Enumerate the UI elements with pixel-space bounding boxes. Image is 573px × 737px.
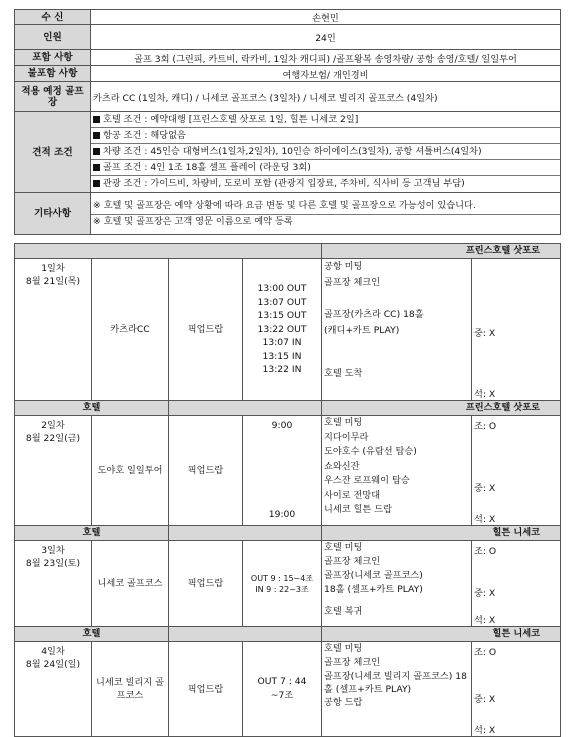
day3-tee-times: OUT 9 : 15~4조 IN 9 : 22~3조 (243, 541, 322, 627)
conditions-label: 견적 조건 (15, 112, 91, 193)
day4-place: 니세코 빌리지 골프코스 (92, 642, 169, 737)
square-bullet-icon (93, 116, 100, 123)
day2-label: 2일차 8월 22일(금) (15, 416, 92, 526)
square-bullet-icon (93, 132, 100, 139)
day1-activities: 공항 미팅 골프장 체크인 골프장(카츠라 CC) 18홀 (캐디+카트 PLAY) 호텔 도착 (322, 259, 472, 401)
day3-label: 3일차 8월 23일(토) (15, 541, 92, 627)
excluded-label: 불포함 사항 (15, 66, 91, 82)
day1-meals: 중: X 석: X (472, 259, 561, 401)
day2-activities: 호텔 미팅 지다이무라 도야호수 (유람선 탑승) 쇼와신잔 우스잔 로프웨이 탑승 사이로 전망대 니세코 힐튼 드랍 (322, 416, 472, 526)
square-bullet-icon (93, 148, 100, 155)
hotel-label-day3: 호텔 (15, 526, 169, 541)
day1-tee-times: 13:00 OUT 13:07 OUT 13:15 OUT 13:22 OUT 13:07 IN 13:15 IN 13:22 IN (243, 259, 322, 401)
hotel-header-day3: 힐튼 니세코 (322, 526, 561, 541)
included-label: 포함 사항 (15, 50, 91, 66)
day2-transport: 픽업드랍 (169, 416, 243, 526)
day4-transport: 픽업드랍 (169, 642, 243, 737)
day1-transport: 픽업드랍 (169, 259, 243, 401)
conditions-list (91, 112, 561, 193)
courses-value: 카츠라 CC (1일차, 캐디) / 니세코 골프코스 (3일차) / 니세코 빌리지 골프코스 (4일차) (91, 82, 561, 112)
recipient-label: 수 신 (15, 10, 91, 25)
other-label: 기타사항 (15, 193, 91, 235)
people-value: 24인 (91, 25, 561, 50)
courses-label: 적용 예정 골프장 (15, 82, 91, 112)
day4-meals: 조: O 중: X 석: X (472, 642, 561, 737)
quote-summary-table (14, 9, 561, 235)
condition-vehicle: 차량 조건 : 45인승 대형버스(1일차,2일차), 10인승 하이에이스(3일차), 공항 셔틀버스(4일차) (91, 144, 560, 160)
people-label: 인원 (15, 25, 91, 50)
day4-label: 4일차 8월 24일(일) (15, 642, 92, 737)
recipient-value: 손현민 (91, 10, 561, 25)
hotel-header-day4: 힐튼 니세코 (322, 627, 561, 642)
hotel-header-day1: 프린스호텔 삿포로 (322, 244, 561, 259)
day2-meals: 조: O 중: X 석: X (472, 416, 561, 526)
day3-place: 니세코 골프코스 (92, 541, 169, 627)
condition-hotel: 호텔 조건 : 예약대행 [프린스호텔 삿포로 1일, 힐튼 니세코 2일] (91, 112, 560, 128)
day1-label: 1일차 8월 21일(목) (15, 259, 92, 401)
square-bullet-icon (93, 180, 100, 187)
hotel-label-day2: 호텔 (15, 401, 169, 416)
itinerary-table (14, 243, 561, 737)
condition-tour: 관광 조건 : 가이드비, 차량비, 도로비 포함 (관광지 입장료, 주차비, 식사비 등 고객님 부담) (91, 176, 560, 192)
included-value: 골프 3회 (그린피, 카트비, 락카비, 1일차 캐디피) /골프왕복 송영차량/ 공항 송영/호텔/ 일일투어 (91, 50, 561, 66)
hotel-header-day2: 프린스호텔 삿포로 (322, 401, 561, 416)
day3-transport: 픽업드랍 (169, 541, 243, 627)
day4-tee-times: OUT 7 : 44 ~7조 (243, 642, 322, 737)
day3-meals: 조: O 중: X 석: X (472, 541, 561, 627)
other-note-2: ※ 호텔 및 골프장은 고객 영문 이름으로 예약 등록 (93, 216, 293, 227)
other-note-1: ※ 호텔 및 골프장은 예약 상황에 따라 요금 변동 및 다른 호텔 및 골프장으로 가능성이 있습니다. (91, 198, 560, 215)
other-notes (91, 193, 561, 235)
square-bullet-icon (93, 164, 100, 171)
day2-times: 9:00 19:00 (243, 416, 322, 526)
day3-activities: 호텔 미팅 골프장 체크인 골프장(니세코 골프코스) 18홀 (셀프+카트 PLAY) 호텔 복귀 (322, 541, 472, 627)
condition-golf: 골프 조건 : 4인 1조 18홀 셀프 플레이 (라운딩 3회) (91, 160, 560, 176)
condition-flight: 항공 조건 : 해당없음 (91, 128, 560, 144)
excluded-value: 여행자보험/ 개인경비 (91, 66, 561, 82)
day4-activities: 호텔 미팅 골프장 체크인 골프장(니세코 빌리지 골프코스) 18홀 (셀프+카트 PLAY) 공항 드랍 (322, 642, 472, 737)
hotel-label-day4: 호텔 (15, 627, 169, 642)
day2-place: 도야호 일일투어 (92, 416, 169, 526)
day1-place: 카츠라CC (92, 259, 169, 401)
